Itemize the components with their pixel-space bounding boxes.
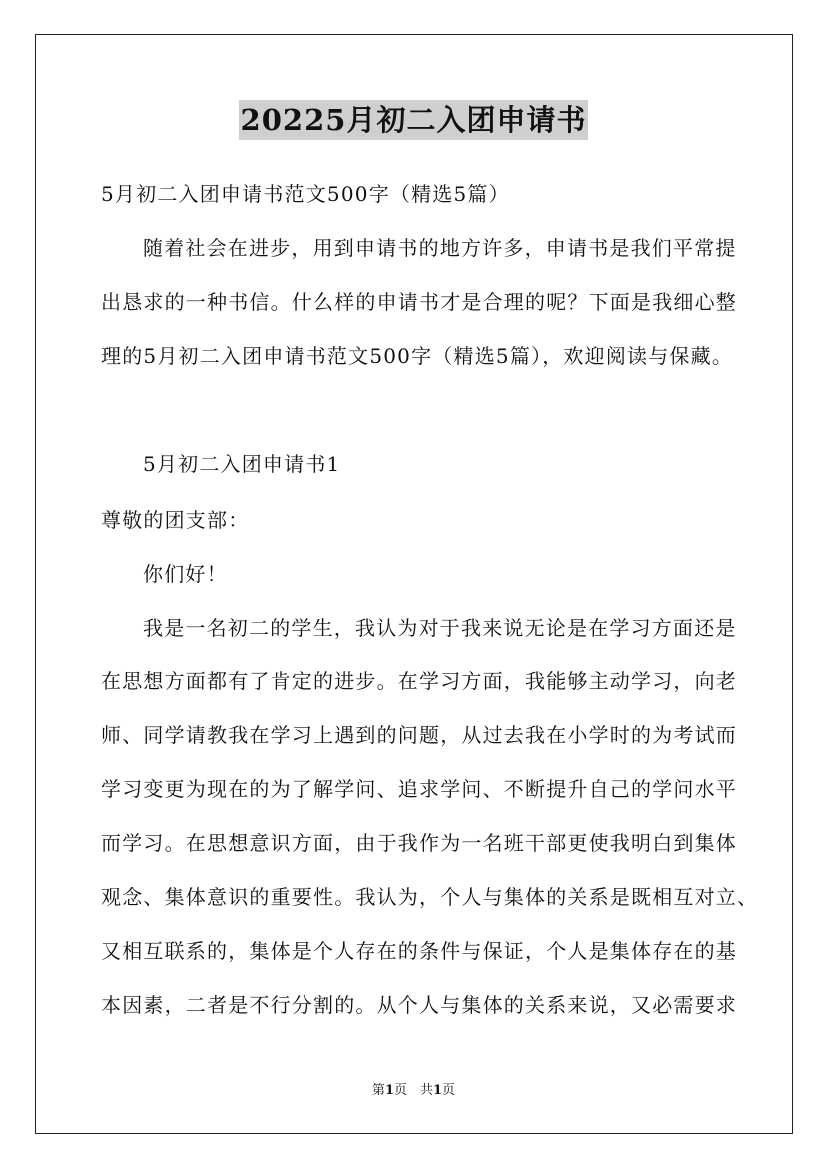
- body-line: 在思想方面都有了肯定的进步。在学习方面，我能够主动学习，向老: [101, 669, 737, 693]
- greeting: 你们好！: [143, 562, 228, 586]
- page-total: 1: [433, 1083, 443, 1098]
- body-line: 观念、集体意识的重要性。我认为，个人与集体的关系是既相互对立、: [101, 885, 759, 909]
- footer-suffix: 页: [442, 1083, 456, 1098]
- page-footer: [0, 1082, 827, 1100]
- section-heading: 5月初二入团申请书1: [143, 452, 341, 476]
- document-title: 20225月初二入团申请书: [239, 100, 589, 140]
- document-subtitle: 5月初二入团申请书范文500字（精选5篇）: [101, 182, 510, 206]
- body-line: 学习变更为现在的为了解学问、追求学问、不断提升自己的学问水平: [101, 777, 737, 801]
- intro-line: 出恳求的一种书信。什么样的申请书才是合理的呢？下面是我细心整: [101, 290, 737, 314]
- body-line: 而学习。在思想意识方面，由于我作为一名班干部更使我明白到集体: [101, 831, 737, 855]
- body-line: 本因素，二者是不行分割的。从个人与集体的关系来说，又必需要求: [101, 993, 737, 1017]
- footer-prefix: 第: [371, 1083, 385, 1098]
- intro-line: 随着社会在进步，用到申请书的地方许多，申请书是我们平常提: [143, 236, 737, 260]
- salutation: 尊敬的团支部：: [101, 508, 250, 532]
- body-line: 又相互联系的，集体是个人存在的条件与保证，个人是集体存在的基: [101, 939, 737, 963]
- body-line: 我是一名初二的学生，我认为对于我来说无论是在学习方面还是: [143, 616, 737, 640]
- intro-line: 理的5月初二入团申请书范文500字（精选5篇），欢迎阅读与保藏。: [101, 344, 734, 368]
- title-container: [0, 100, 827, 140]
- page-number: 1: [384, 1083, 394, 1098]
- footer-mid: 页 共: [393, 1083, 433, 1098]
- body-line: 师、同学请教我在学习上遇到的问题，从过去我在小学时的为考试而: [101, 723, 737, 747]
